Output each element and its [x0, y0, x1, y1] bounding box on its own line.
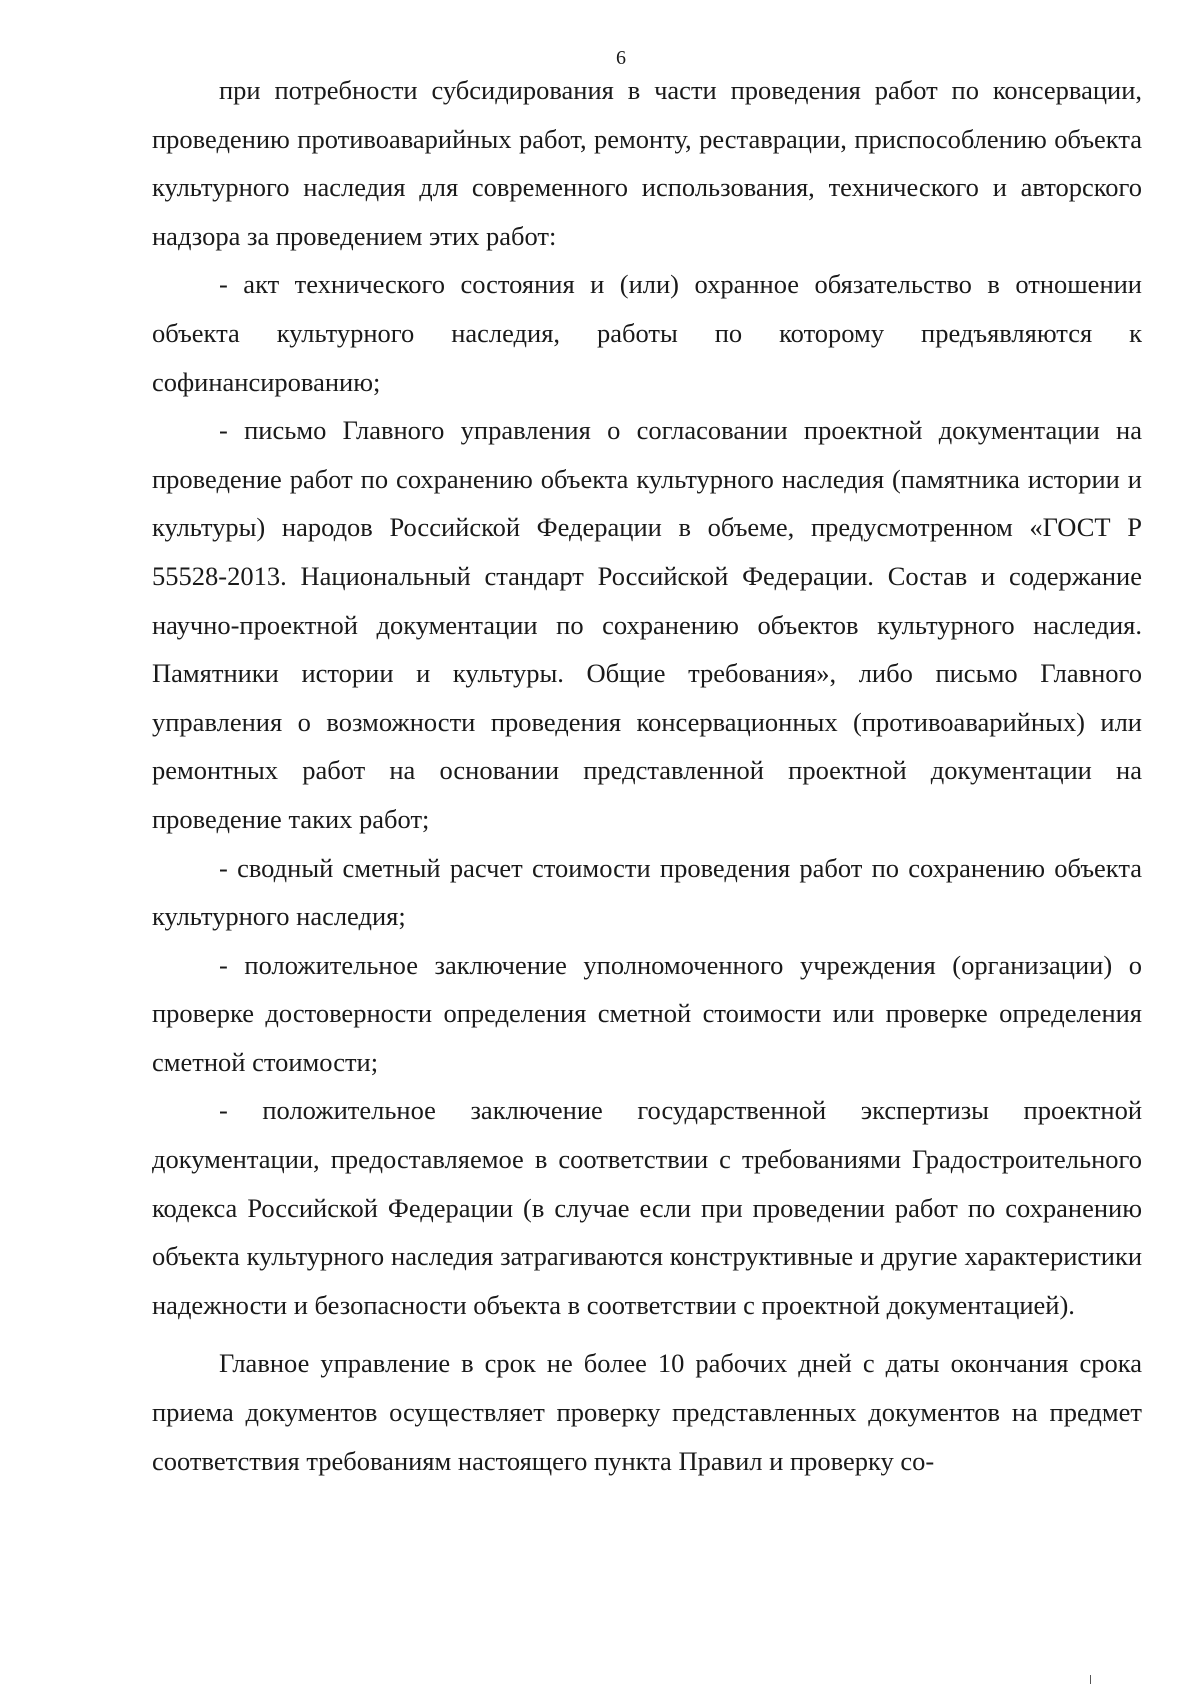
- paragraph-state-expertise: - положительное заключение государственной экспертизы проектной документации, предоставляемое в соответствии с требованиями Градостроительного кодекса Российской Федерации (в случае если при проведении работ по сохранению объекта культурного наследия затрагиваются конструктивные и другие характеристики надежности и безопасности объекта в соответствии с проектной документацией).: [152, 1095, 1142, 1320]
- paragraph-estimate-verification: - положительное заключение уполномоченного учреждения (организации) о проверке достоверности определения сметной стоимости или проверке определения сметной стоимости;: [152, 949, 1142, 1077]
- paragraph-subsidy-conditions: при потребности субсидирования в части проведения работ по консервации, проведению противоаварийных работ, ремонту, реставрации, приспособлению объекта культурного наследия для современного использования, технического и авторского надзора за проведением этих работ:: [152, 75, 1142, 251]
- paragraph-cost-estimate: - сводный сметный расчет стоимости проведения работ по сохранению объекта культурного наследия;: [152, 852, 1142, 932]
- document-body: [152, 66, 1142, 1485]
- scan-mark: [1090, 1675, 1091, 1684]
- paragraph-document-review: Главное управление в срок не более 10 рабочих дней с даты окончания срока приема документов осуществляет проверку представленных документов на предмет соответствия требованиям настоящего пункта Правил и проверку со-: [152, 1348, 1142, 1476]
- paragraph-technical-condition-act: - акт технического состояния и (или) охранное обязательство в отношении объекта культурного наследия, работы по которому предъявляются к софинансированию;: [152, 269, 1142, 397]
- paragraph-approval-letter: - письмо Главного управления о согласовании проектной документации на проведение работ по сохранению объекта культурного наследия (памятника истории и культуры) народов Российской Федерации в объеме, предусмотренном «ГОСТ Р 55528-2013. Национальный стандарт Российской Федерации. Состав и содержание научно-проектной документации по сохранению объектов культурного наследия. Памятники истории и культуры. Общие требования», либо письмо Главного управления о возможности проведения консервационных (противоаварийных) или ремонтных работ на основании представленной проектной документации на проведение таких работ;: [152, 415, 1142, 834]
- page-number: 6: [616, 47, 626, 69]
